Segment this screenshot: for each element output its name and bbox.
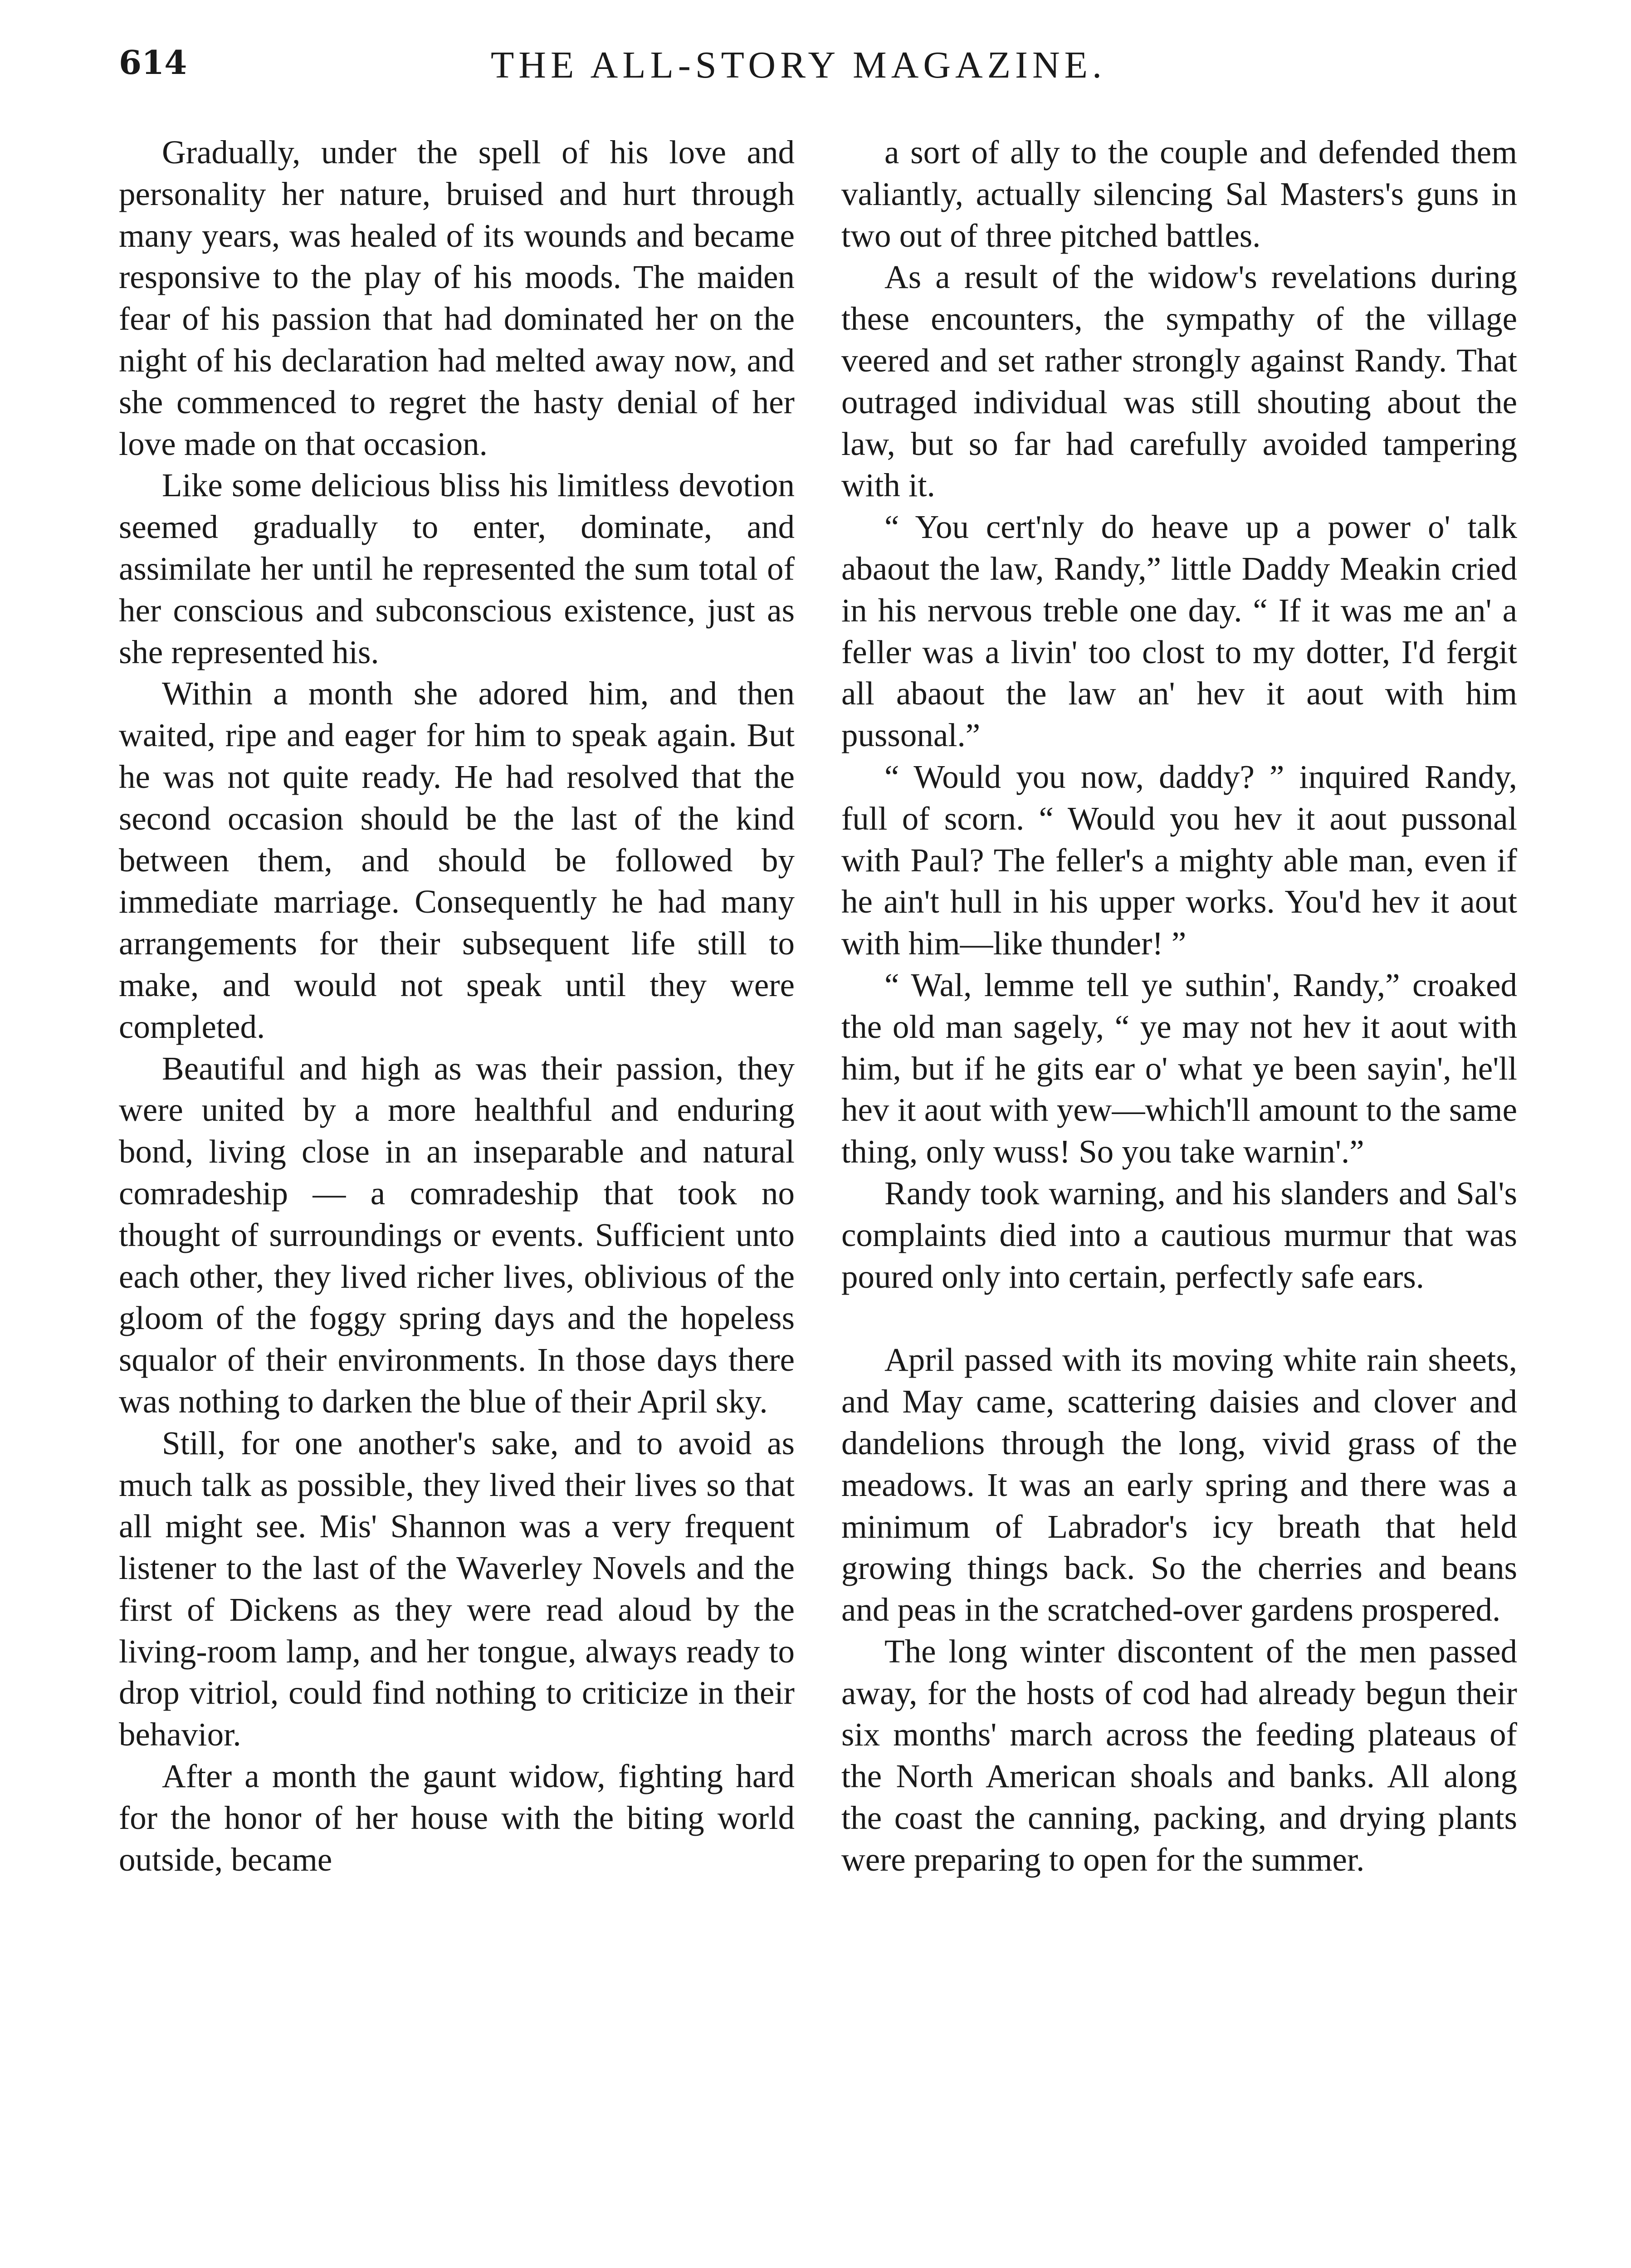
section-break [841,1297,1517,1339]
paragraph: Within a month she adored him, and then waited, ripe and eager for him to speak again. But he was not quite ready. He had resolved that the second occasion should be the last of the kind between them, and should be followed by immediate marriage. Consequently he had many arrangements for their subsequent life still to make, and would not speak until they were completed. [119,675,795,1045]
paragraph: Still, for one another's sake, and to avoid as much talk as possible, they lived their lives so that all might see. Mis' Shannon was a very frequent listener to the last of the Waverley Novels and the first of Dickens as they were read aloud by the living-room lamp, and her tongue, always ready to drop vitriol, could find nothing to criticize in their behavior. [119,1424,795,1753]
running-head: THE ALL-STORY MAGAZINE. [491,44,1106,86]
paragraph: April passed with its moving white rain sheets, and May came, scattering daisies and clover and dandelions through the long, vivid grass of the meadows. It was an early spring and there was a minimum of Labrador's icy breath that held growing things back. So the cherries and beans and peas in the scratched-over gardens prospered. [841,1341,1517,1628]
paragraph: Gradually, under the spell of his love and personality her nature, bruised and hurt through many years, was healed of its wounds and became responsive to the play of his moods. The maiden fear of his passion that had dominated her on the night of his declaration had melted away now, and she commenced to regret the hasty denial of her love made on that occasion. [119,134,795,462]
left-column [119,132,795,1880]
right-column [841,132,1517,1881]
page-number: 614 [119,43,187,82]
paragraph: “ Wal, lemme tell ye suthin', Randy,” croaked the old man sagely, “ ye may not hev it aout with him, but if he gits ear o' what ye been sayin', he'll hev it aout with yew—which'll amount to the same thing, only wuss! So you take warnin'.” [841,966,1517,1170]
paragraph: “ Would you now, daddy? ” inquired Randy, full of scorn. “ Would you hev it aout pussonal with Paul? The feller's a mighty able man, even if he ain't hull in his upper works. You'd hev it aout with him—like thunder! ” [841,758,1517,962]
paragraph: As a result of the widow's revelations during these encounters, the sympathy of the village veered and set rather strongly against Randy. That outraged individual was still shouting about the law, but so far had carefully avoided tampering with it. [841,259,1517,504]
paragraph: The long winter discontent of the men passed away, for the hosts of cod had already begun their six months' march across the feeding plateaus of the North American shoals and banks. All along the coast the canning, packing, and drying plants were preparing to open for the summer. [841,1633,1517,1878]
paragraph: After a month the gaunt widow, fighting hard for the honor of her house with the biting world outside, became [119,1758,795,1878]
paragraph: Randy took warning, and his slanders and Sal's complaints died into a cautious murmur that was poured only into certain, perfectly safe ears. [841,1174,1517,1295]
paragraph: Like some delicious bliss his limitless devotion seemed gradually to enter, dominate, and assimilate her until he represented the sum total of her conscious and subconscious existence, just as she represented his. [119,467,795,670]
paragraph: Beautiful and high as was their passion, they were united by a more healthful and enduring bond, living close in an inseparable and natural comradeship — a comradeship that took no thought of surroundings or events. Sufficient unto each other, they lived richer lives, oblivious of the gloom of the foggy spring days and the hopeless squalor of their environments. In those days there was nothing to darken the blue of their April sky. [119,1050,795,1420]
page-header [119,43,1507,98]
paragraph: a sort of ally to the couple and defended them valiantly, actually silencing Sal Masters's guns in two out of three pitched battles. [841,134,1517,254]
paragraph: “ You cert'nly do heave up a power o' talk abaout the law, Randy,” little Daddy Meakin cried in his nervous treble one day. “ If it was me an' a feller was a livin' too clost to my dotter, I'd fergit all abaout the law an' hev it aout with him pussonal.” [841,508,1517,754]
